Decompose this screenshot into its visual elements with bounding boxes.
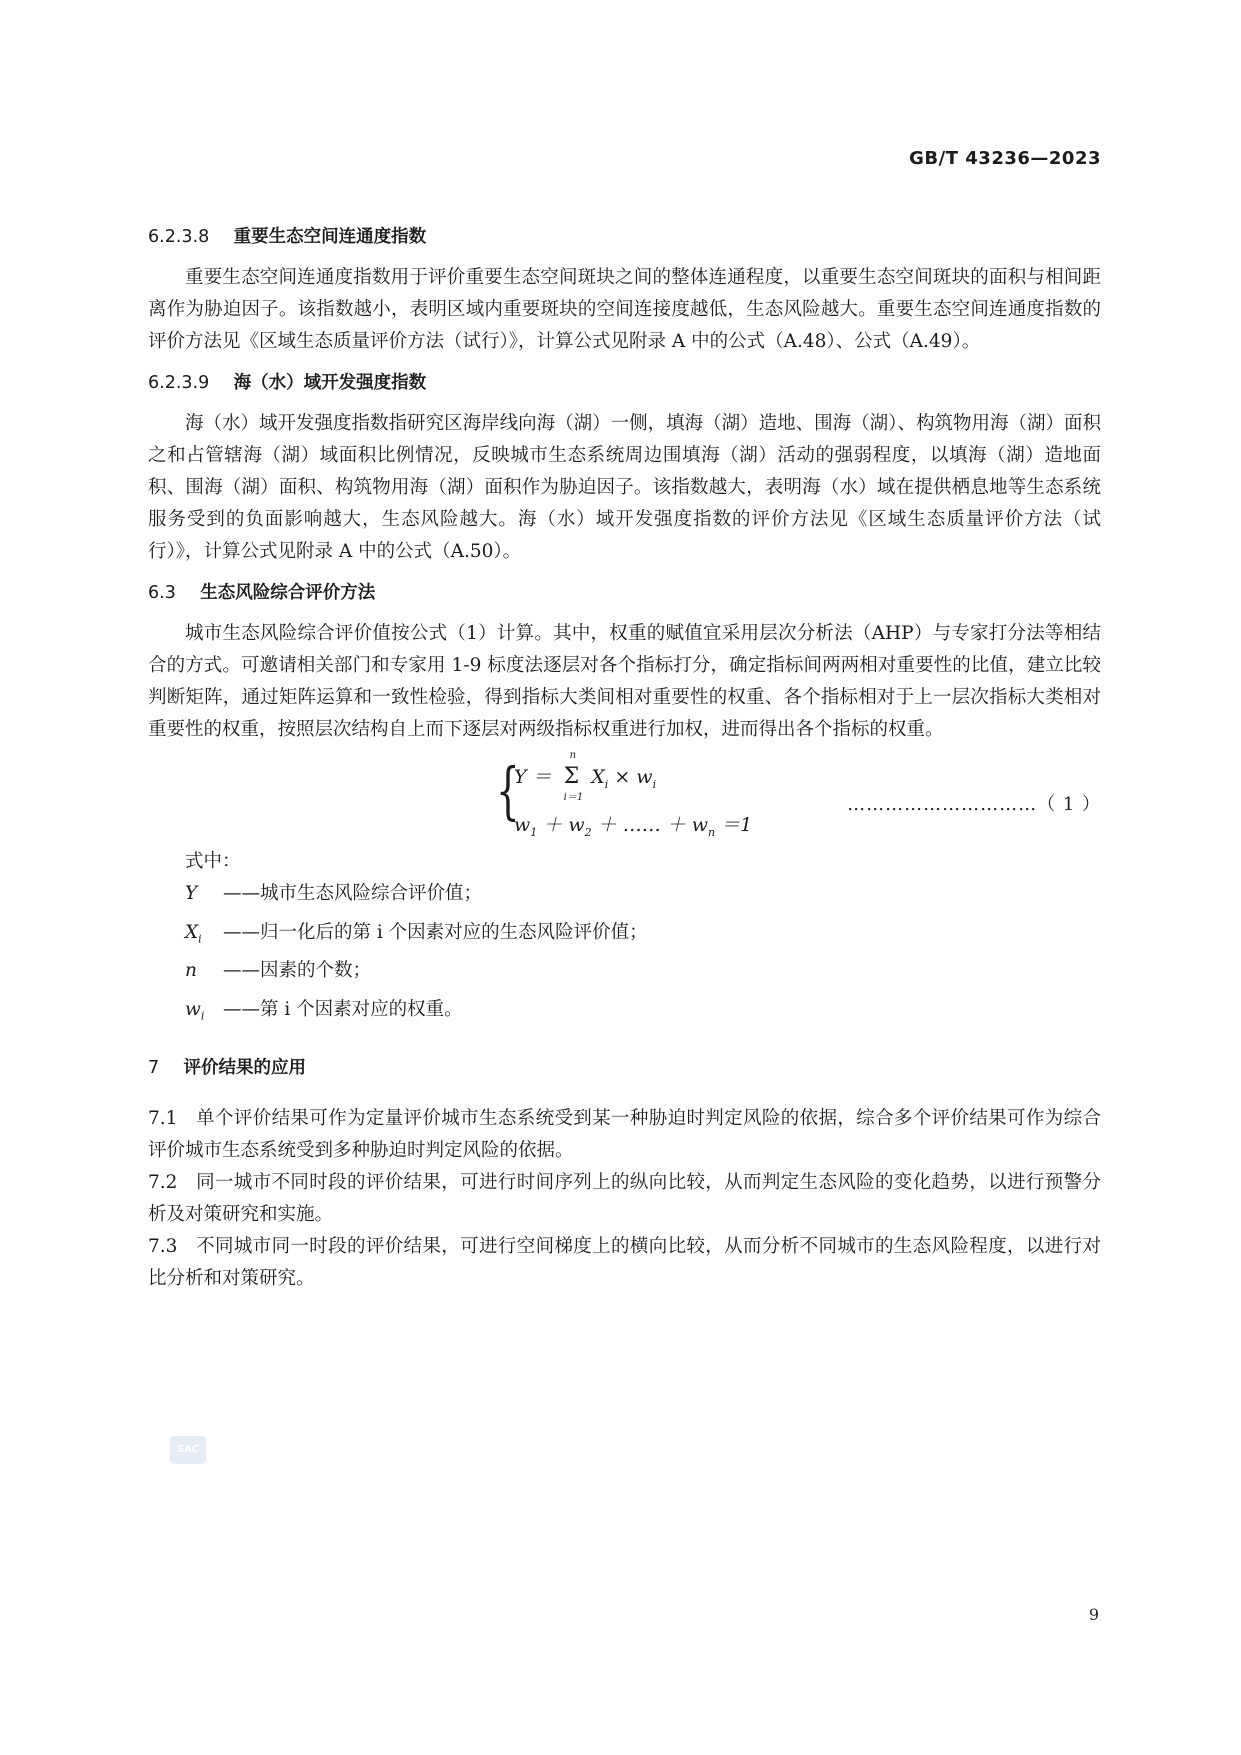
- section-number: 6.2.3.8: [148, 227, 210, 247]
- formula-line-1: [514, 750, 657, 803]
- definition-item: [148, 994, 1101, 1033]
- section-number: 6.3: [148, 583, 176, 603]
- left-brace-icon: {: [496, 754, 520, 827]
- definition-symbol-sub: i: [198, 932, 202, 946]
- section-heading-6-3: [148, 578, 1101, 608]
- formula-1: [148, 752, 1101, 842]
- clause-number: 7.1: [148, 1107, 178, 1129]
- definition-symbol: w: [185, 999, 201, 1021]
- definition-item: [148, 917, 1101, 956]
- formula-x-sub: i: [604, 777, 609, 791]
- sigma-lower: i＝1: [563, 792, 584, 803]
- sigma-icon: Σ n i＝1: [563, 750, 584, 803]
- definition-symbol: X: [185, 921, 199, 943]
- section-title: 海（水）域开发强度指数: [233, 373, 427, 393]
- clause-7-1: [148, 1103, 1101, 1167]
- paragraph-6-3: 城市生态风险综合评价值按公式（1）计算。其中，权重的赋值宜采用层次分析法（AHP）与专家打分法等相结合的方式。可邀请相关部门和专家用 1-9 标度法逐层对各个指标打分，确定指标间两两相对重要性的比值，建立比较判断矩阵，通过矩阵运算和一致性检验，得到指标大类间相对重要性的权重、各个指标相对于上一层次指标大类相对重要性的权重，按照层次结构自上而下逐层对两级指标权重进行加权，进而得出各个指标的权重。: [148, 623, 1101, 740]
- section-title: 重要生态空间连通度指数: [233, 227, 427, 247]
- formula-w1: w: [514, 814, 531, 836]
- document-body: [148, 222, 1101, 1295]
- paragraph-6-2-3-8: 重要生态空间连通度指数用于评价重要生态空间斑块之间的整体连通程度，以重要生态空间斑块的面积与相间距离作为胁迫因子。该指数越小，表明区域内重要斑块的空间连接度越低，生态风险越大。重要生态空间连通度指数的评价方法见《区域生态质量评价方法（试行）》，计算公式见附录 A 中的公式（A.48）、公式（A.49）。: [148, 267, 1101, 352]
- formula-x: X: [591, 766, 605, 788]
- definition-text: ——城市生态风险综合评价值；: [223, 883, 483, 904]
- clause-7-2: [148, 1167, 1101, 1231]
- section-number: 7: [148, 1057, 160, 1078]
- sigma-upper: n: [569, 750, 577, 761]
- definition-symbol-sub: i: [200, 1009, 205, 1023]
- definition-text: ——第 i 个因素对应的权重。: [223, 999, 463, 1021]
- definition-text: ——归一化后的第 i 个因素对应的生态风险评价值；: [223, 921, 648, 943]
- section-heading-6-2-3-9: [148, 368, 1101, 398]
- definition-text: ——因素的个数；: [223, 960, 372, 982]
- formula-w1-sub: 1: [530, 825, 538, 839]
- paragraph-6-2-3-9: 海（水）域开发强度指数指研究区海岸线向海（湖）一侧，填海（湖）造地、围海（湖）、构筑物用海（湖）面积之和占管辖海（湖）域面积比例情况，反映城市生态系统周边围填海（湖）活动的强弱程度，以填海（湖）造地面积、围海（湖）面积、构筑物用海（湖）面积作为胁迫因子。该指数越大，表明海（水）域在提供栖息地等生态系统服务受到的负面影响越大，生态风险越大。海（水）域开发强度指数的评价方法见《区域生态质量评价方法（试行）》，计算公式见附录 A 中的公式（A.50）。: [148, 413, 1101, 562]
- definition-symbol: n: [185, 960, 197, 982]
- formula-w2-sub: 2: [584, 825, 592, 839]
- section-heading-6-2-3-8: [148, 222, 1101, 252]
- definition-symbol: Y: [185, 883, 198, 904]
- definition-item: [148, 878, 1101, 917]
- formula-plus1: ＋ w: [537, 814, 585, 836]
- clause-text: 不同城市同一时段的评价结果，可进行空间梯度上的横向比较，从而分析不同城市的生态风险程度，以进行对比分析和对策研究。: [148, 1235, 1101, 1289]
- formula-line-2: [514, 810, 752, 839]
- formula-system: [496, 752, 756, 842]
- formula-w-sub: i: [652, 777, 657, 791]
- standard-number: GB/T 43236—2023: [909, 148, 1101, 169]
- formula-wn-sub: n: [708, 825, 716, 839]
- section-heading-7: [148, 1053, 1101, 1083]
- clause-number: 7.3: [148, 1235, 178, 1257]
- definition-item: [148, 955, 1101, 994]
- clause-7-3: [148, 1231, 1101, 1295]
- clause-text: 单个评价结果可作为定量评价城市生态系统受到某一种胁迫时判定风险的依据，综合多个评价结果可作为综合评价城市生态系统受到多种胁迫时判定风险的依据。: [148, 1107, 1101, 1161]
- formula-times: × w: [608, 766, 653, 788]
- formula-eq: ＝1: [715, 814, 753, 836]
- section-number: 6.2.3.9: [148, 373, 210, 393]
- equation-number: …………………………（ 1 ）: [847, 794, 1101, 815]
- sac-watermark-logo: SAC: [170, 1436, 206, 1464]
- clause-text: 同一城市不同时段的评价结果，可进行时间序列上的纵向比较，从而判定生态风险的变化趋势，以进行预警分析及对策研究和实施。: [148, 1171, 1101, 1225]
- page-number: 9: [1088, 1605, 1099, 1624]
- symbol-definitions: [148, 846, 1101, 1033]
- where-label: 式中：: [185, 851, 241, 872]
- section-title: 生态风险综合评价方法: [200, 583, 376, 603]
- section-title: 评价结果的应用: [183, 1057, 307, 1078]
- formula-lhs: Y ＝: [514, 766, 552, 788]
- formula-plus2: ＋ …… ＋ w: [591, 814, 709, 836]
- clause-number: 7.2: [148, 1171, 178, 1193]
